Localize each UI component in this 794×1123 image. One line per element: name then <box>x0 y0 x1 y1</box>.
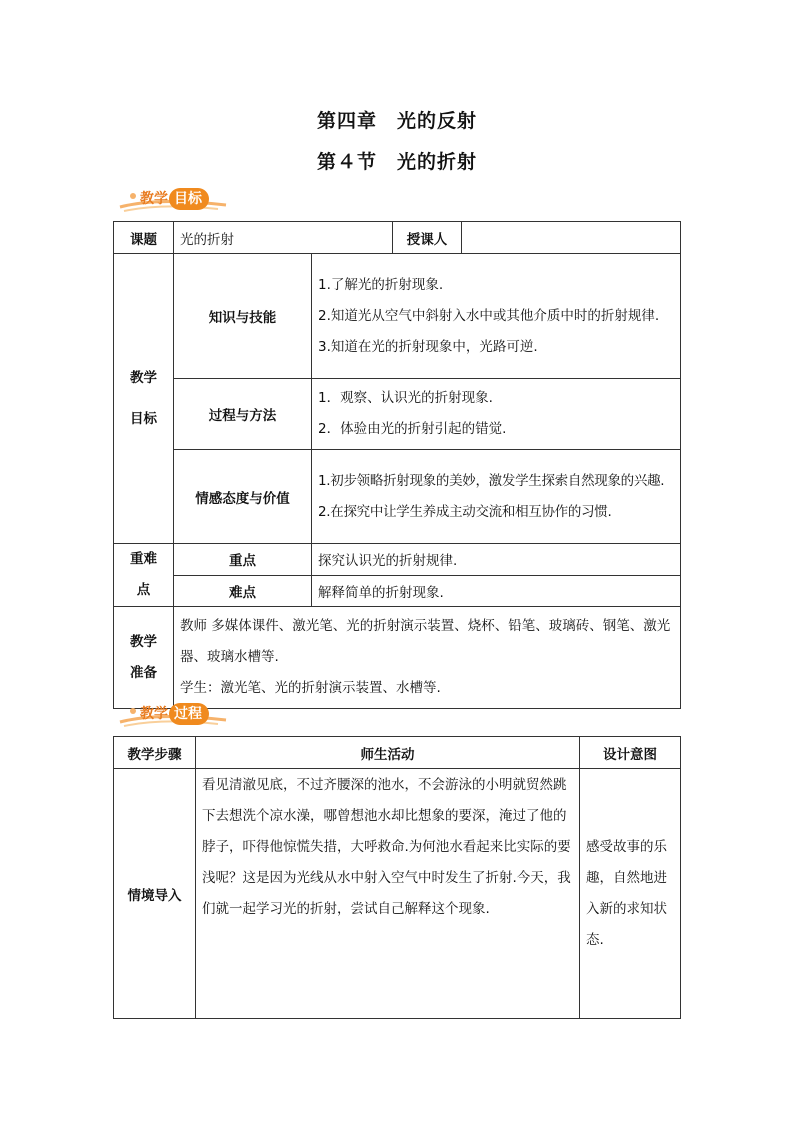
prep-row-label <box>114 607 174 709</box>
topic-value: 光的折射 <box>174 222 393 254</box>
goals-label-line2: 目标 <box>130 410 157 427</box>
process-content <box>312 379 681 450</box>
keypoints-row-label <box>114 544 174 607</box>
col-design-header: 设计意图 <box>580 737 681 769</box>
goals-label-line1: 教学 <box>130 369 157 386</box>
step-cell: 情境导入 <box>114 769 196 1019</box>
badge-label <box>140 703 209 725</box>
emotion-line: 2.在探究中让学生养成主动交流和相互协作的习惯. <box>318 503 612 520</box>
knowledge-line: 1.了解光的折射现象. <box>318 276 444 293</box>
design-cell: 感受故事的乐趣，自然地进入新的求知状态. <box>580 769 681 1019</box>
knowledge-label: 知识与技能 <box>174 254 312 379</box>
knowledge-content <box>312 254 681 379</box>
dot-decoration-icon <box>130 193 136 199</box>
badge-part1: 教学 <box>140 706 168 722</box>
section-title: 第４节 光的折射 <box>316 151 477 173</box>
prep-line: 教师 多媒体课件、激光笔、光的折射演示装置、烧杯、铅笔、玻璃砖、钢笔、激光器、玻璃水槽等. <box>180 618 671 665</box>
keypoints-label-line2: 点 <box>136 582 151 598</box>
knowledge-line: 2.知道光从空气中斜射入水中或其他介质中时的折射规律. <box>318 307 660 324</box>
badge-label <box>140 188 209 210</box>
chapter-title: 第四章 光的反射 <box>316 110 477 132</box>
prep-label-line2: 准备 <box>130 664 157 681</box>
emotion-content <box>312 450 681 544</box>
badge-part2: 过程 <box>169 703 209 725</box>
knowledge-line: 3.知道在光的折射现象中，光路可逆. <box>318 338 538 355</box>
activity-cell: 看见清澈见底，不过齐腰深的池水，不会游泳的小明就贸然跳下去想洗个凉水澡，哪曾想池水却比想象的要深，淹过了他的脖子，吓得他惊慌失措，大呼救命.为何池水看起来比实际的要浅呢？这是因为光线从水中射入空气中时发生了折射.今天，我们就一起学习光的折射，尝试自己解释这个现象. <box>196 769 580 1019</box>
process-line: 1．观察、认识光的折射现象. <box>318 390 493 406</box>
col-step-header: 教学步骤 <box>114 737 196 769</box>
emotion-label: 情感态度与价值 <box>174 450 312 544</box>
col-activity-header: 师生活动 <box>196 737 580 769</box>
badge-part1: 教学 <box>140 191 168 207</box>
key-label: 重点 <box>174 544 312 576</box>
goals-row-label <box>114 254 174 544</box>
prep-line: 学生：激光笔、光的折射演示装置、水槽等. <box>180 680 441 696</box>
teaching-goals-table <box>113 221 681 709</box>
keypoints-label-line1: 重难 <box>130 551 157 567</box>
process-label: 过程与方法 <box>174 379 312 450</box>
difficult-label: 难点 <box>174 575 312 607</box>
teacher-value <box>462 222 681 254</box>
key-value: 探究认识光的折射规律. <box>312 544 681 576</box>
badge-part2: 目标 <box>169 188 209 210</box>
prep-label-line1: 教学 <box>130 633 157 650</box>
topic-label: 课题 <box>114 222 174 254</box>
teacher-label: 授课人 <box>393 222 462 254</box>
emotion-line: 1.初步领略折射现象的美妙，激发学生探索自然现象的兴趣. <box>318 472 665 489</box>
dot-decoration-icon <box>130 708 136 714</box>
difficult-value: 解释简单的折射现象. <box>312 575 681 607</box>
table-row <box>114 769 681 1019</box>
process-line: 2．体验由光的折射引起的错觉. <box>318 421 507 437</box>
prep-content <box>174 607 681 709</box>
teaching-process-table <box>113 736 681 1019</box>
